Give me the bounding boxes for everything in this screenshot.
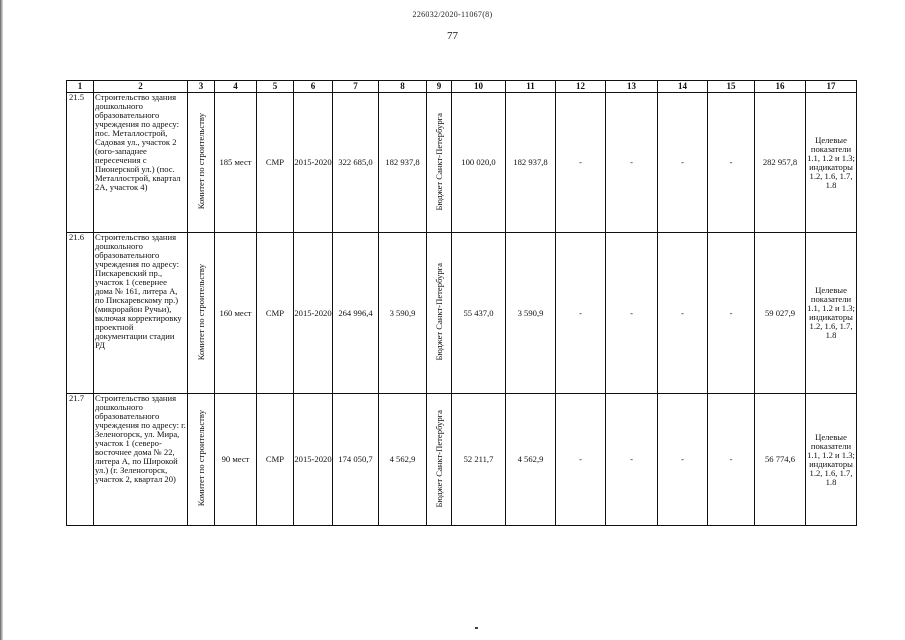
row-number: 21.5 xyxy=(67,93,94,233)
period-cell: 2015-2020 xyxy=(294,233,333,394)
column-header: 7 xyxy=(333,81,379,93)
row-number: 21.7 xyxy=(67,394,94,526)
column-header: 6 xyxy=(294,81,333,93)
capacity-cell: 160 мест xyxy=(215,233,257,394)
funding-source-text: Бюджет Санкт-Петербурга xyxy=(434,263,444,361)
total-cost-cell: 322 685,0 xyxy=(333,93,379,233)
target-indicators-cell: Целевые показатели 1.1, 1.2 и 1.3; индикаторы 1.2, 1.6, 1.7, 1.8 xyxy=(806,394,857,526)
value-cell-15: - xyxy=(708,93,755,233)
value-cell-8: 4 562,9 xyxy=(379,394,427,526)
value-cell-11: 3 590,9 xyxy=(506,233,556,394)
row-number: 21.6 xyxy=(67,233,94,394)
value-cell-10: 100 020,0 xyxy=(452,93,506,233)
work-type-cell: СМР xyxy=(257,394,294,526)
value-cell-16: 56 774,6 xyxy=(755,394,806,526)
value-cell-8: 182 937,8 xyxy=(379,93,427,233)
column-header: 16 xyxy=(755,81,806,93)
column-header: 2 xyxy=(94,81,188,93)
column-header: 13 xyxy=(606,81,658,93)
value-cell-13: - xyxy=(606,394,658,526)
scan-edge xyxy=(0,0,3,640)
column-header: 8 xyxy=(379,81,427,93)
value-cell-15: - xyxy=(708,394,755,526)
value-cell-12: - xyxy=(556,233,606,394)
executor-cell xyxy=(188,233,215,394)
scan-mark xyxy=(475,627,478,629)
value-cell-10: 52 211,7 xyxy=(452,394,506,526)
target-indicators-cell: Целевые показатели 1.1, 1.2 и 1.3; индикаторы 1.2, 1.6, 1.7, 1.8 xyxy=(806,93,857,233)
column-header: 15 xyxy=(708,81,755,93)
header-row xyxy=(67,81,857,93)
value-cell-12: - xyxy=(556,93,606,233)
funding-source-cell xyxy=(427,93,452,233)
program-table xyxy=(66,80,857,526)
total-cost-cell: 264 996,4 xyxy=(333,233,379,394)
column-header: 1 xyxy=(67,81,94,93)
column-header: 14 xyxy=(658,81,708,93)
value-cell-10: 55 437,0 xyxy=(452,233,506,394)
funding-source-text: Бюджет Санкт-Петербурга xyxy=(434,409,444,508)
column-header: 4 xyxy=(215,81,257,93)
object-description: Строительство здания дошкольного образовательного учреждения по адресу: Пискаревский пр., участок 1 (севернее дома № 161, литера А, по Пискаревскому пр.) (микрорайон Ручьи), включая корректировку проектной документации стадии РД xyxy=(94,233,188,394)
value-cell-14: - xyxy=(658,394,708,526)
value-cell-15: - xyxy=(708,233,755,394)
executor-cell xyxy=(188,93,215,233)
value-cell-11: 4 562,9 xyxy=(506,394,556,526)
column-header: 3 xyxy=(188,81,215,93)
column-header: 9 xyxy=(427,81,452,93)
value-cell-12: - xyxy=(556,394,606,526)
target-indicators-cell: Целевые показатели 1.1, 1.2 и 1.3; индикаторы 1.2, 1.6, 1.7, 1.8 xyxy=(806,233,857,394)
document-registration-number: 226032/2020-11067(8) xyxy=(412,10,493,19)
value-cell-14: - xyxy=(658,233,708,394)
total-cost-cell: 174 050,7 xyxy=(333,394,379,526)
value-cell-11: 182 937,8 xyxy=(506,93,556,233)
value-cell-16: 59 027,9 xyxy=(755,233,806,394)
value-cell-13: - xyxy=(606,233,658,394)
column-header: 11 xyxy=(506,81,556,93)
value-cell-16: 282 957,8 xyxy=(755,93,806,233)
capacity-cell: 185 мест xyxy=(215,93,257,233)
value-cell-14: - xyxy=(658,93,708,233)
table-row xyxy=(67,233,857,394)
period-cell: 2015-2020 xyxy=(294,394,333,526)
funding-source-cell xyxy=(427,233,452,394)
column-header: 10 xyxy=(452,81,506,93)
object-description: Строительство здания дошкольного образовательного учреждения по адресу: пос. Металлострой, Садовая ул., участок 2 (юго-западнее пересечения с Пионерской ул.) (пос. Металлострой, квартал 2А, участок 4) xyxy=(94,93,188,233)
executor-cell xyxy=(188,394,215,526)
object-description: Строительство здания дошкольного образовательного учреждения по адресу: г. Зеленогорск, ул. Мира, участок 1 (северо-восточнее дома № 22, литера А, по Широкой ул.) (г. Зеленогорск, участок 2, квартал 20) xyxy=(94,394,188,526)
column-header: 5 xyxy=(257,81,294,93)
funding-source-text: Бюджет Санкт-Петербурга xyxy=(434,112,444,211)
capacity-cell: 90 мест xyxy=(215,394,257,526)
column-header: 17 xyxy=(806,81,857,93)
executor-text: Комитет по строительству xyxy=(196,410,206,507)
table-row xyxy=(67,93,857,233)
work-type-cell: СМР xyxy=(257,93,294,233)
funding-source-cell xyxy=(427,394,452,526)
table-row xyxy=(67,394,857,526)
page-number: 77 xyxy=(447,30,458,42)
column-header: 12 xyxy=(556,81,606,93)
value-cell-8: 3 590,9 xyxy=(379,233,427,394)
work-type-cell: СМР xyxy=(257,233,294,394)
executor-text: Комитет по строительству xyxy=(196,263,206,361)
value-cell-13: - xyxy=(606,93,658,233)
period-cell: 2015-2020 xyxy=(294,93,333,233)
executor-text: Комитет по строительству xyxy=(196,113,206,210)
